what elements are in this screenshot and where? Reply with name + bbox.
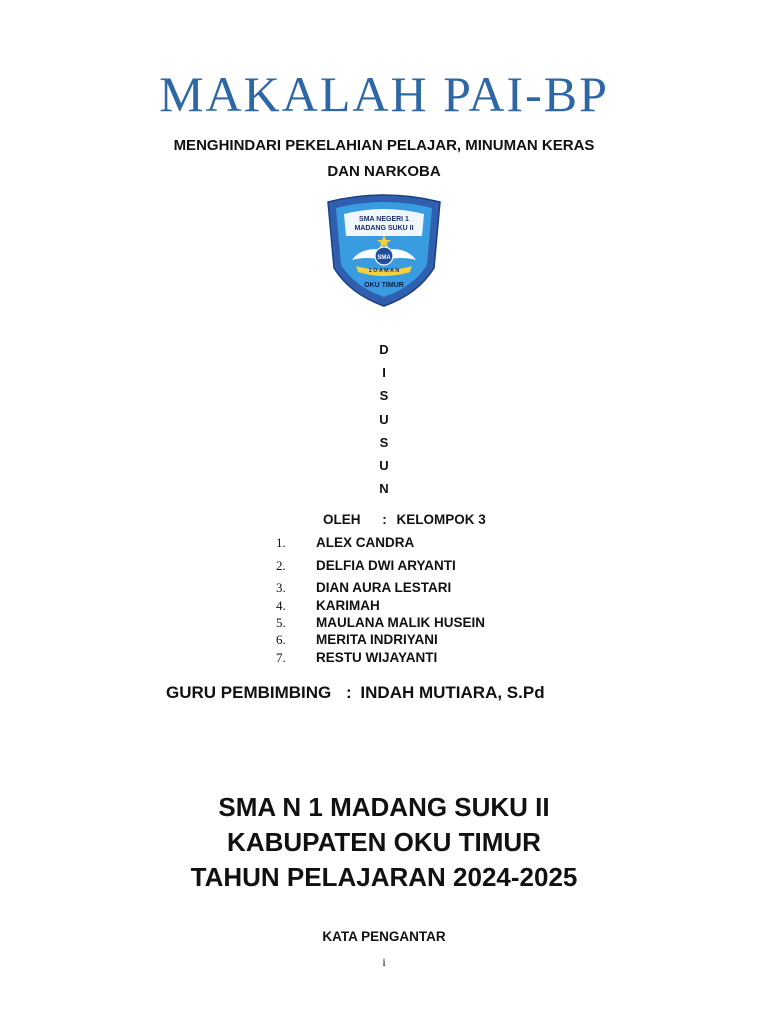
guru-separator: : xyxy=(346,683,352,702)
disusun-letter: D xyxy=(379,342,389,357)
oleh-separator: : xyxy=(382,512,387,527)
member-number: 6. xyxy=(276,632,286,647)
disusun-letter: I xyxy=(382,365,386,381)
oleh-line xyxy=(323,512,486,527)
member-name: ALEX CANDRA xyxy=(316,535,415,550)
member-number: 2. xyxy=(276,558,286,573)
oleh-value: KELOMPOK 3 xyxy=(396,512,486,527)
document-title: MAKALAH PAI-BP xyxy=(159,66,609,122)
member-number: 4. xyxy=(276,598,286,613)
subtitle-line-1: MENGHINDARI PEKELAHIAN PELAJAR, MINUMAN KERAS xyxy=(173,137,595,154)
page-number: i xyxy=(382,955,386,969)
member-number: 1. xyxy=(276,535,286,550)
disusun-letter: U xyxy=(379,457,389,473)
member-name: DELFIA DWI ARYANTI xyxy=(316,558,456,573)
member-name: RESTU WIJAYANTI xyxy=(316,650,438,665)
disusun-vertical xyxy=(376,338,392,500)
school-district: KABUPATEN OKU TIMUR xyxy=(227,827,541,857)
member-name: KARIMAH xyxy=(316,598,380,613)
oleh-label: OLEH xyxy=(323,512,361,527)
subtitle-line-2: DAN NARKOBA xyxy=(327,163,441,180)
guru-name: INDAH MUTIARA, S.Pd xyxy=(360,683,545,702)
member-number: 7. xyxy=(276,650,286,665)
school-name: SMA N 1 MADANG SUKU II xyxy=(218,792,550,822)
guru-label: GURU PEMBIMBING xyxy=(166,683,332,702)
disusun-letter: U xyxy=(379,411,389,427)
member-name: MAULANA MALIK HUSEIN xyxy=(316,615,485,630)
school-year: TAHUN PELAJARAN 2024-2025 xyxy=(190,862,578,892)
logo-school-line-2: MADANG SUKU II xyxy=(354,225,414,232)
member-number: 3. xyxy=(276,580,286,595)
logo-school-line-1: SMA NEGERI 1 xyxy=(359,216,409,223)
disusun-letter: S xyxy=(379,434,389,450)
guru-pembimbing xyxy=(166,683,545,703)
disusun-letter: S xyxy=(379,388,389,404)
logo-region-text: OKU TIMUR xyxy=(364,282,404,289)
kata-pengantar-heading: KATA PENGANTAR xyxy=(322,929,446,944)
logo-emblem-text: SMA xyxy=(377,255,391,261)
disusun-letter: N xyxy=(379,481,389,497)
member-name: MERITA INDRIYANI xyxy=(316,632,438,647)
member-number: 5. xyxy=(276,615,286,630)
school-logo xyxy=(322,190,446,308)
member-name: DIAN AURA LESTARI xyxy=(316,580,452,595)
logo-ribbon-text: 1 O A M A N xyxy=(368,268,400,274)
